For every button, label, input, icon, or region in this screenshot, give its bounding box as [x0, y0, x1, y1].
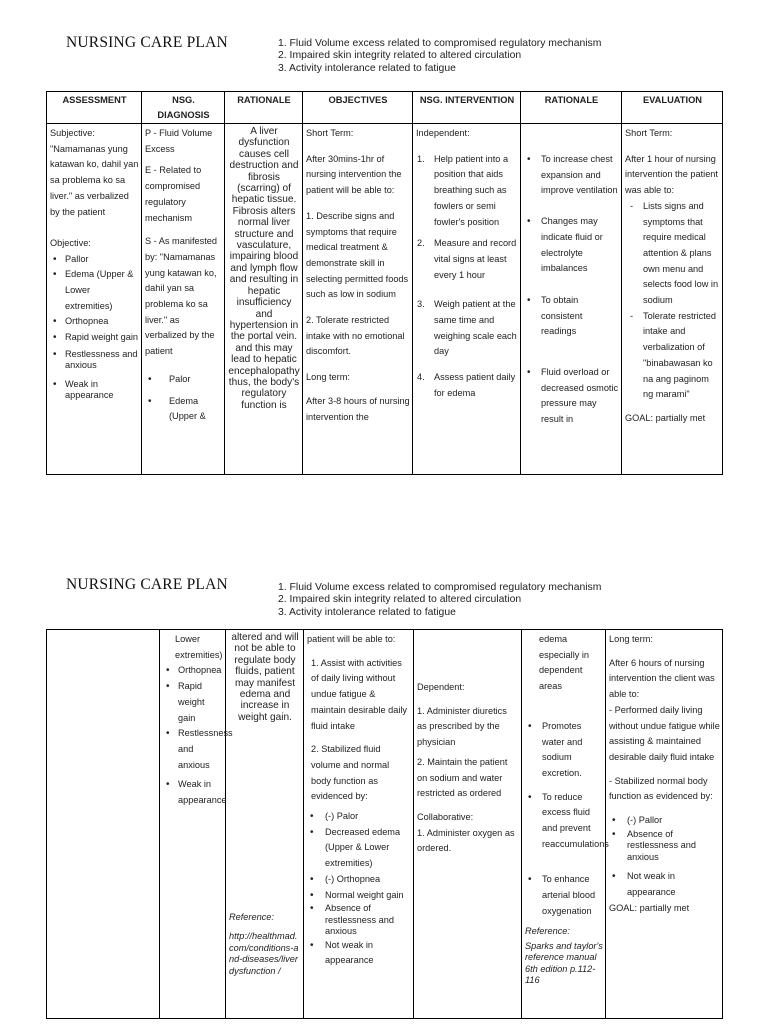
problem-item: 1. Fluid Volume excess related to compromised regulatory mechanism — [278, 38, 602, 49]
evaluation-item: - Tolerate restricted intake and verbalization of "binabawasan ko na ang paginom ng marami" — [625, 309, 720, 403]
evaluation-goal: GOAL: partially met — [609, 902, 690, 913]
assessment-item: • Rapid weight gain — [50, 330, 139, 346]
evaluation-goal: GOAL: partially met — [625, 412, 706, 423]
header-nsg-intervention: NSG. INTERVENTION — [413, 92, 521, 124]
evaluation-stabilized: - Stabilized normal body function as evidenced by: — [609, 775, 713, 802]
assessment-item: • Weak in appearance — [50, 379, 139, 402]
objective-label: Objective: — [50, 237, 91, 248]
dependent-label: Dependent: — [417, 682, 465, 692]
reference-label: Reference: — [525, 925, 570, 936]
problem-item: 3. Activity intolerance related to fatigue — [278, 62, 456, 74]
evaluation-long-label: Long term: — [609, 634, 653, 644]
objective-item: 1. Assist with activities of daily living without undue fatigue & maintain desirable daily fluid intake — [311, 657, 408, 731]
diagnosis-problem: P - Fluid Volume Excess — [145, 128, 213, 154]
header-assessment: ASSESSMENT — [47, 92, 142, 124]
collaborative-label: Collaborative: — [417, 811, 474, 822]
rationale-item: • Changes may indicate fluid or electrolyte imbalances — [524, 214, 619, 277]
rationale-2-cell — [521, 124, 622, 475]
evaluation-text: After 1 hour of nursing intervention the patient was able to: — [625, 153, 718, 196]
rationale-item: • To enhance arterial blood oxygenation — [525, 872, 603, 919]
assessment-cell — [47, 124, 142, 475]
diagnosis-signs: S - As manifested by: "Namamanas yung katawan ko, dahil yan sa problema ko sa liver." as verbalized by the patient — [145, 236, 218, 357]
intervention-item: 4. Assess patient daily for edema — [417, 372, 516, 398]
page-title: NURSING CARE PLAN — [66, 576, 228, 593]
reference-label: Reference: — [229, 912, 274, 922]
care-plan-page-2 — [0, 540, 768, 1024]
problem-item: 3. Activity intolerance related to fatigue — [278, 606, 456, 618]
rationale-item: • Fluid overload or decreased osmotic pressure may result in — [524, 365, 619, 428]
rationale-text: altered and will not be able to regulate body fluids, patient may manifest edema and increase in weight gain. — [231, 632, 299, 723]
diagnosis-item: • Orthopnea — [163, 663, 223, 679]
care-plan-table — [46, 91, 723, 475]
rationale-text: A liver dysfunction causes cell destruction and fibrosis (scarring) of hepatic tissue. Fibrosis alters normal liver structure and vasculature, impairing blood and lymph flow and resulting in hepatic insufficiency and hypertension in the portal vein. and this may lead to hepatic encephalopathy thus, the body's regulatory function is — [228, 126, 300, 411]
rationale-item: • To obtain consistent readings — [524, 293, 619, 340]
problem-item: 1. Fluid Volume excess related to compromised regulatory mechanism — [278, 582, 602, 593]
long-term-label: Long term: — [306, 372, 350, 383]
diagnosis-item: • Edema (Upper & — [145, 394, 222, 425]
diagnosis-item: • Weak in appearance — [163, 777, 223, 808]
intervention-item: 1. Administer oxygen as ordered. — [417, 827, 515, 854]
intervention-item: 2. Maintain the patient on sodium and water restricted as ordered — [417, 756, 508, 799]
short-term-label: Short Term: — [306, 128, 354, 138]
objective-item: 1. Describe signs and symptoms that require medical treatment & demonstrate skill in selecting permitted foods such as low in sodium — [306, 210, 409, 300]
objective-item: 2. Stabilized fluid volume and normal body function as evidenced by: — [311, 744, 390, 802]
evaluation-item: • Not weak in appearance — [609, 869, 720, 900]
assessment-item: • Pallor — [50, 252, 139, 268]
page-title: NURSING CARE PLAN — [66, 34, 228, 51]
reference-link[interactable]: http://healthmad.com/conditions-and-diseases/liver dysfunction / — [229, 931, 299, 976]
rationale-item: • Promotes water and sodium excretion. — [525, 719, 603, 782]
objective-subitem: • Decreased edema (Upper & Lower extremities) — [307, 825, 411, 872]
evaluation-item: - Lists signs and symptoms that require medical attention & plans own menu and selects food low in sodium — [625, 199, 720, 309]
objective-intro: patient will be able to: — [307, 634, 396, 644]
assessment-item: • Edema (Upper & Lower extremities) — [50, 267, 139, 314]
objective-subitem: • (-) Orthopnea — [307, 872, 411, 888]
problem-list — [278, 582, 601, 619]
objective-subitem: • (-) Palor — [307, 809, 411, 825]
problem-item: 2. Impaired skin integrity related to altered circulation — [278, 50, 522, 62]
header-evaluation: EVALUATION — [622, 92, 723, 124]
problem-list — [278, 38, 601, 75]
intervention-cell — [414, 630, 522, 1019]
long-term-text: After 3-8 hours of nursing intervention the — [306, 395, 410, 422]
diagnosis-item: • Palor — [145, 372, 222, 388]
rationale-cell — [226, 630, 304, 1019]
objective-item: 2. Tolerate restricted intake with no emotional discomfort. — [306, 315, 405, 357]
subjective-quote: "Namamanas yung katawan ko, dahil yan sa problema ko sa liver." as verbalized by the patient — [50, 143, 139, 217]
rationale-cell — [225, 124, 303, 475]
intervention-cell — [413, 124, 521, 475]
evaluation-cell — [606, 630, 723, 1019]
evaluation-item: • Absence of restlessness and anxious — [609, 829, 720, 864]
intervention-item: 1. Administer diuretics as prescribed by the physician — [417, 705, 507, 748]
rationale-2-cell — [522, 630, 609, 1019]
diagnosis-cell — [160, 630, 233, 1019]
diagnosis-etiology: E - Related to compromised regulatory mechanism — [145, 165, 202, 223]
objective-subitem: • Normal weight gain — [307, 888, 411, 904]
intervention-item: 2. Measure and record vital signs at least every 1 hour — [417, 238, 517, 280]
evaluation-cell — [622, 124, 723, 475]
evaluation-performed: - Performed daily living without undue fatigue while assisting & maintained desirable daily fluid intake — [609, 704, 720, 762]
short-term-text: After 30mins-1hr of nursing intervention the patient will be able to: — [306, 153, 402, 196]
header-rationale-2: RATIONALE — [521, 92, 622, 124]
care-plan-table-continued — [46, 629, 723, 1019]
evaluation-item: • (-) Pallor — [609, 813, 720, 829]
objective-subitem: • Absence of restlessness and anxious — [307, 903, 411, 938]
rationale-item: • To reduce excess fluid and prevent reaccumulations — [525, 790, 603, 853]
problem-item: 2. Impaired skin integrity related to altered circulation — [278, 594, 522, 606]
diagnosis-item: • Restlessness and anxious — [163, 726, 223, 773]
evaluation-text: After 6 hours of nursing intervention the client was able to: — [609, 657, 715, 700]
rationale-continued: edema especially in dependent areas — [539, 634, 590, 692]
assessment-item: • Restlessness and anxious — [50, 349, 139, 372]
header-nsg-diagnosis: NSG. DIAGNOSIS — [142, 92, 225, 124]
diagnosis-item: • Rapid weight gain — [163, 679, 223, 726]
objectives-cell — [304, 630, 414, 1019]
diagnosis-item: Lower extremities) — [175, 634, 223, 660]
subjective-label: Subjective: — [50, 128, 95, 138]
diagnosis-cell — [142, 124, 225, 475]
header-objectives: OBJECTIVES — [303, 92, 413, 124]
reference-text: Sparks and taylor's reference manual 6th edition p.112-116 — [525, 940, 603, 986]
intervention-item: 1. Help patient into a position that aids breathing such as fowlers or semi fowler's position — [417, 153, 509, 227]
objective-subitem: • Not weak in appearance — [307, 938, 411, 969]
assessment-item: • Orthopnea — [50, 314, 139, 330]
intervention-item: 3. Weigh patient at the same time and weighing scale each day — [417, 299, 517, 357]
care-plan-page-1 — [0, 0, 768, 480]
independent-label: Independent: — [416, 128, 470, 138]
header-rationale: RATIONALE — [225, 92, 303, 124]
objectives-cell — [303, 124, 413, 475]
assessment-cell-empty — [47, 630, 160, 1019]
rationale-item: • To increase chest expansion and improve ventilation — [524, 152, 619, 199]
evaluation-short-label: Short Term: — [625, 128, 673, 138]
